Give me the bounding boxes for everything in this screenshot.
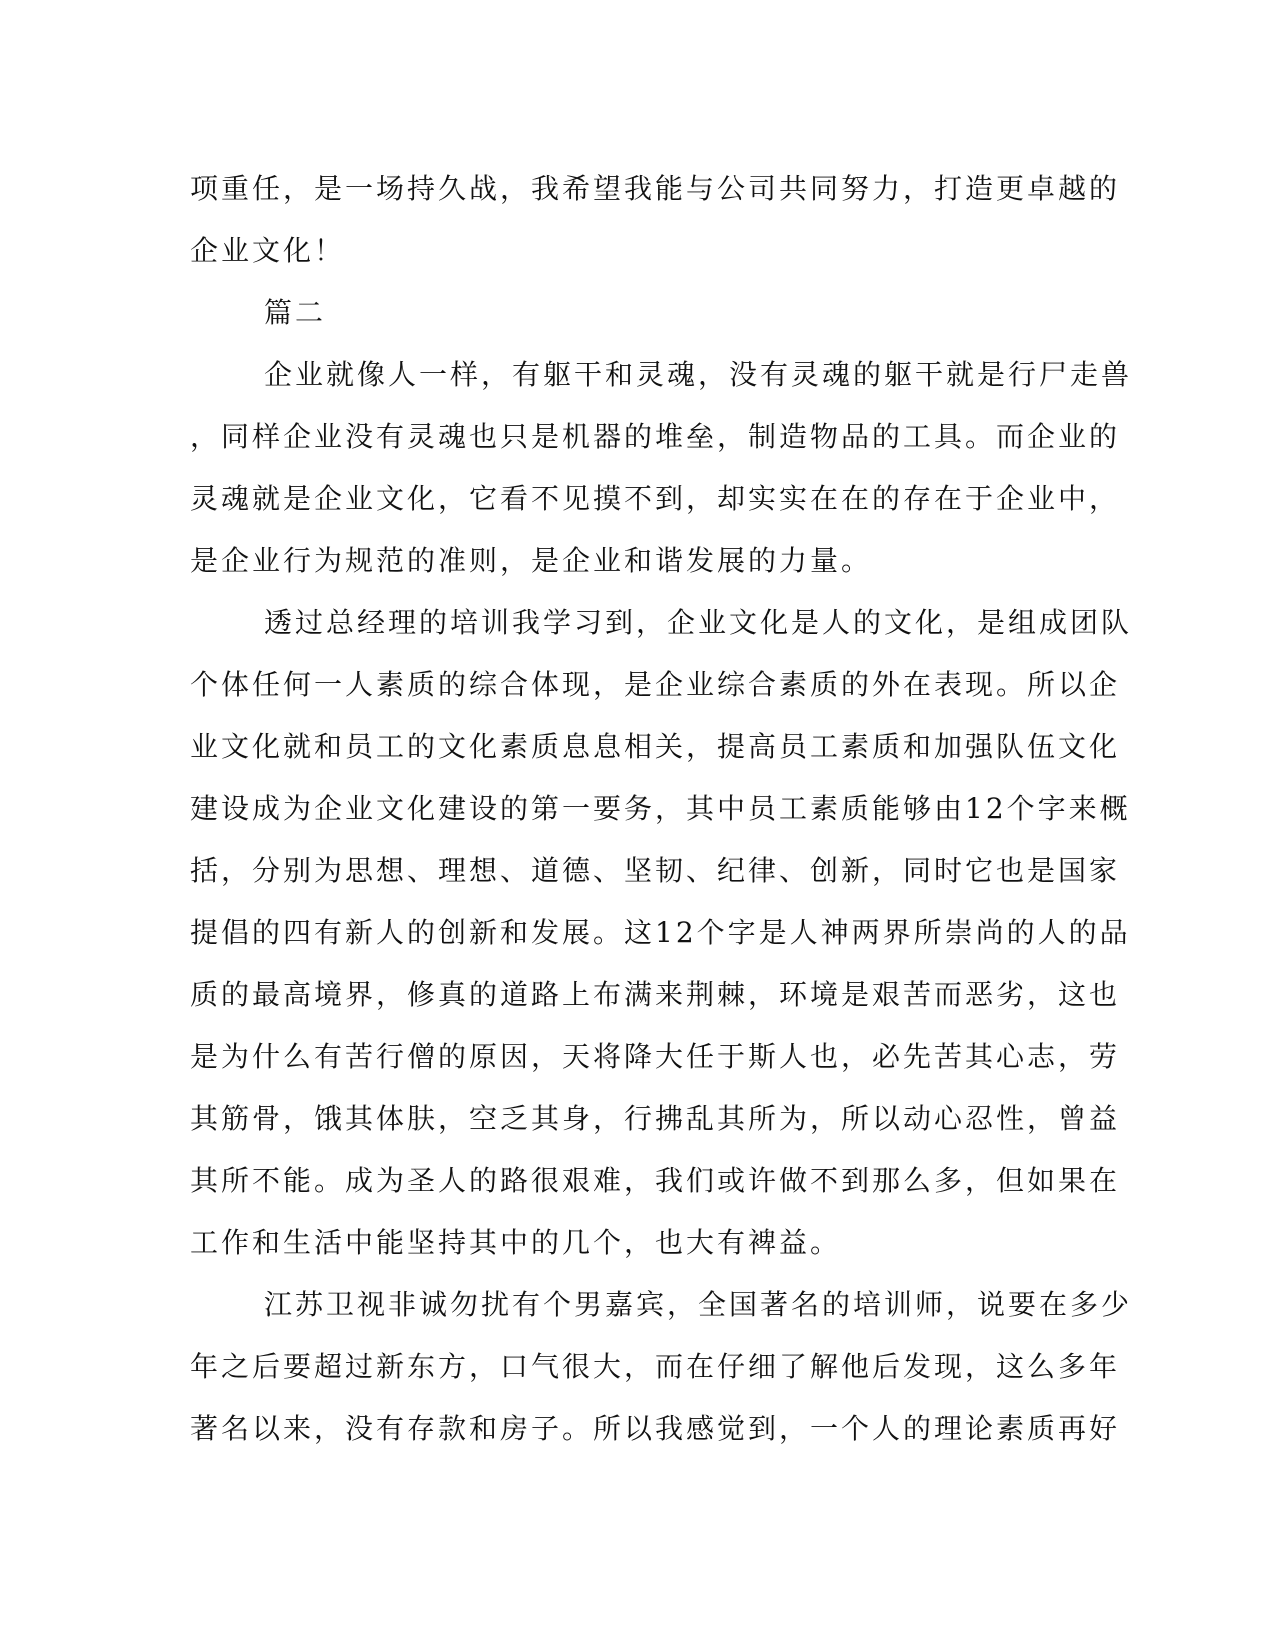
text-line: 灵魂就是企业文化，它看不见摸不到，却实实在在的存在于企业中，: [190, 482, 1121, 515]
text-line: 著名以来，没有存款和房子。所以我感觉到，一个人的理论素质再好: [190, 1412, 1121, 1445]
text-line: 江苏卫视非诚勿扰有个男嘉宾，全国著名的培训师，说要在多少: [264, 1288, 1133, 1321]
text-line: 项重任，是一场持久战，我希望我能与公司共同努力，打造更卓越的: [190, 172, 1121, 205]
text-line: 年之后要超过新东方，口气很大，而在仔细了解他后发现，这么多年: [190, 1350, 1121, 1383]
text-line: 个体任何一人素质的综合体现，是企业综合素质的外在表现。所以企: [190, 668, 1121, 701]
text-line: 是企业行为规范的准则，是企业和谐发展的力量。: [190, 544, 873, 577]
text-line: 其筋骨，饿其体肤，空乏其身，行拂乱其所为，所以动心忍性，曾益: [190, 1102, 1121, 1135]
text-line: 工作和生活中能坚持其中的几个，也大有裨益。: [190, 1226, 842, 1259]
text-line: 建设成为企业文化建设的第一要务，其中员工素质能够由12个字来概: [190, 792, 1131, 825]
section-heading: 篇二: [264, 296, 327, 329]
text-line: 提倡的四有新人的创新和发展。这12个字是人神两界所崇尚的人的品: [190, 916, 1131, 949]
text-line: 企业文化！: [190, 234, 346, 267]
text-line: 企业就像人一样，有躯干和灵魂，没有灵魂的躯干就是行尸走兽: [264, 358, 1133, 391]
body-text: [190, 158, 1133, 1460]
text-line: 其所不能。成为圣人的路很艰难，我们或许做不到那么多，但如果在: [190, 1164, 1121, 1197]
text-line: 质的最高境界，修真的道路上布满来荆棘，环境是艰苦而恶劣，这也: [190, 978, 1121, 1011]
text-line: 是为什么有苦行僧的原因，天将降大任于斯人也，必先苦其心志，劳: [190, 1040, 1121, 1073]
text-line: ，同样企业没有灵魂也只是机器的堆垒，制造物品的工具。而企业的: [190, 420, 1121, 453]
text-line: 业文化就和员工的文化素质息息相关，提高员工素质和加强队伍文化: [190, 730, 1121, 763]
text-line: 括，分别为思想、理想、道德、坚韧、纪律、创新，同时它也是国家: [190, 854, 1121, 887]
text-line: 透过总经理的培训我学习到，企业文化是人的文化，是组成团队: [264, 606, 1133, 639]
